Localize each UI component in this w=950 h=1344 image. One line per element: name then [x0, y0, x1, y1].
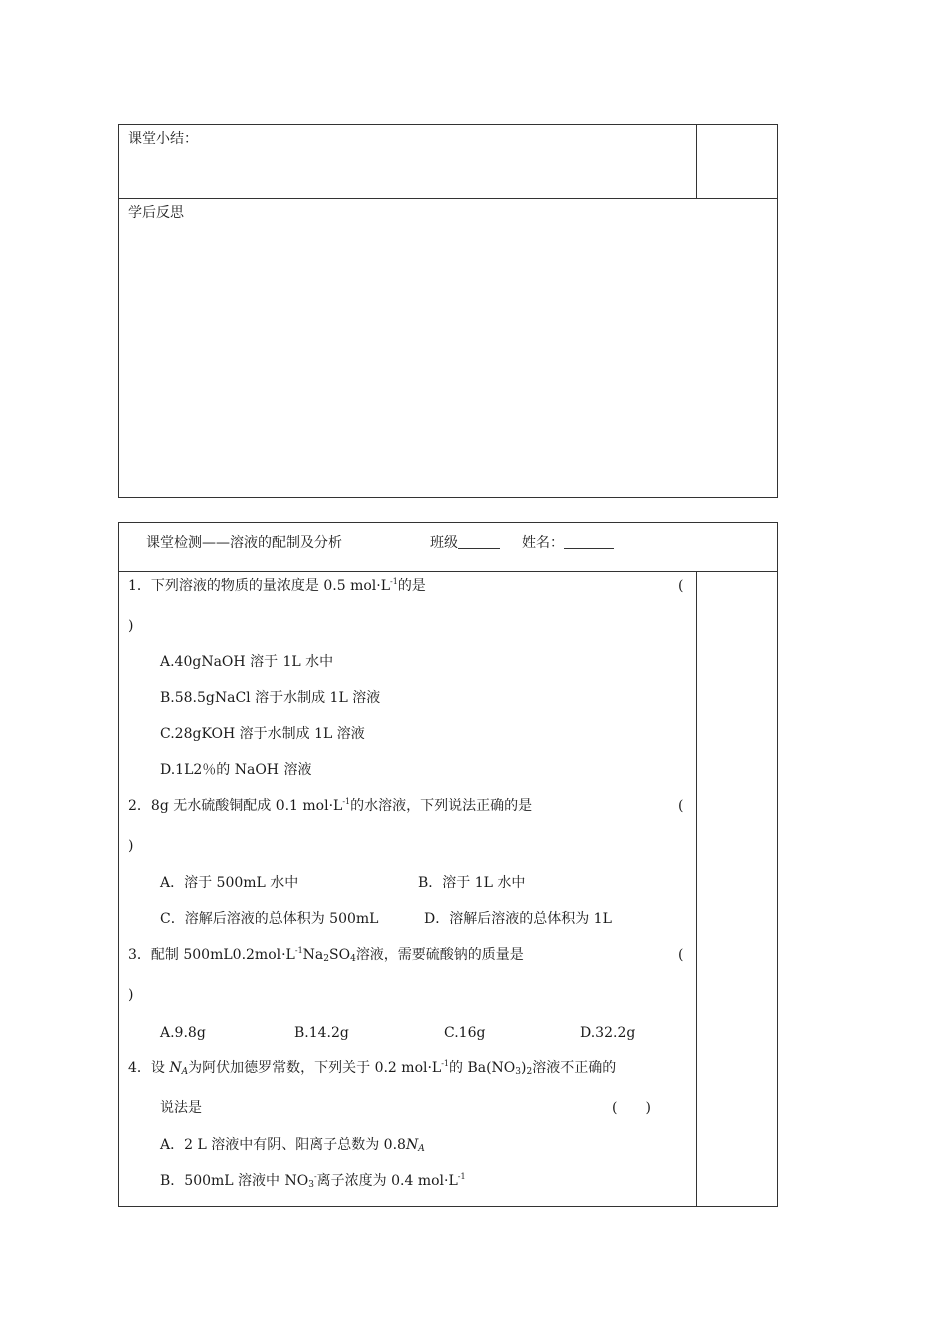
summary-label: 课堂小结： — [128, 131, 198, 147]
q4-option-b: B．500mL 溶液中 $NO_3^-$离子浓度为 0.4 $mol\cdot L^{-1}$ — [160, 1172, 466, 1190]
class-blank — [458, 534, 500, 549]
quiz-header-divider — [118, 571, 778, 572]
q2-option-b: B．溶于 1L 水中 — [418, 875, 526, 891]
q2-option-d: D．溶解后溶液的总体积为 1L — [424, 911, 612, 927]
q3-close-paren: ) — [128, 987, 134, 1003]
q3-stem: 3．配制 $500mL0.2mol\cdot L^{-1}Na_2SO_4$溶液，需要硫酸钠的质量是 — [128, 946, 524, 964]
q1-open-paren: ( — [678, 578, 684, 594]
q4-stem: 4．设 $N_A$为阿伏加德罗常数，下列关于 0.2 $mol\cdot L^{-1}$的 $Ba(NO_3)_2$溶液不正确的 — [128, 1059, 617, 1077]
q2-close-paren: ) — [128, 838, 134, 854]
q1-stem: 1．下列溶液的物质的量浓度是 0.5 $mol\cdot L^{-1}$的是 — [128, 577, 426, 594]
q3-option-b: B.14.2g — [294, 1025, 349, 1041]
q1-option-d: D.1L2％的 NaOH 溶液 — [160, 762, 312, 778]
q1-option-a: A.40gNaOH 溶于 1L 水中 — [160, 654, 334, 670]
quiz-table — [118, 522, 778, 1207]
quiz-side-divider — [696, 571, 697, 1207]
name-label: 姓名： — [522, 535, 564, 551]
q2-option-a: A．溶于 500mL 水中 — [160, 875, 299, 891]
class-label: 班级 — [430, 535, 458, 551]
q3-option-c: C.16g — [444, 1025, 486, 1041]
summary-reflection-table — [118, 124, 778, 498]
name-field — [522, 534, 614, 552]
q1-close-paren: ) — [128, 618, 134, 634]
q3-open-paren: ( — [678, 947, 684, 963]
quiz-title: 课堂检测——溶液的配制及分析 — [146, 535, 342, 551]
q1-option-c: C.28gKOH 溶于水制成 1L 溶液 — [160, 726, 365, 742]
q2-option-c: C．溶解后溶液的总体积为 500mL — [160, 911, 379, 927]
q3-option-d: D.32.2g — [580, 1025, 636, 1041]
q1-option-b: B.58.5gNaCl 溶于水制成 1L 溶液 — [160, 690, 381, 706]
name-blank — [564, 534, 614, 549]
summary-bottom-divider — [118, 198, 778, 199]
q2-stem: 2．8g 无水硫酸铜配成 0.1 $mol\cdot L^{-1}$的水溶液，下列说法正确的是 — [128, 797, 533, 814]
reflection-label: 学后反思 — [128, 205, 184, 221]
q3-option-a: A.9.8g — [160, 1025, 206, 1041]
summary-side-divider — [696, 124, 697, 199]
q4-stem-line2: 说法是 — [160, 1100, 202, 1116]
q4-option-a: A．2 L 溶液中有阴、阳离子总数为 $0.8N_A$ — [160, 1137, 425, 1154]
q2-open-paren: ( — [678, 798, 684, 814]
class-field — [430, 534, 500, 552]
q4-answer-paren: ( ) — [612, 1100, 651, 1116]
